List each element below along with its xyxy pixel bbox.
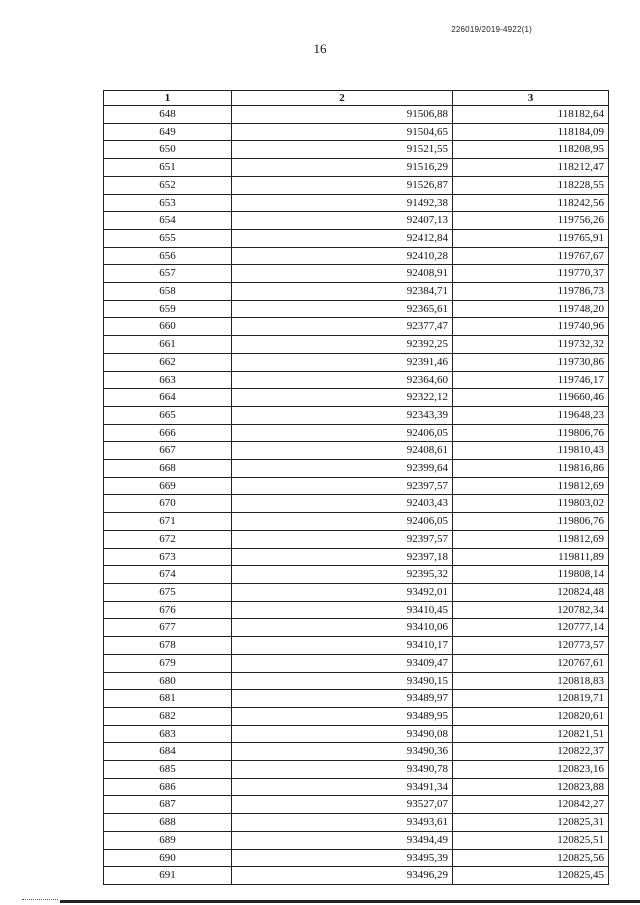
point-number-cell: 675 (104, 583, 232, 601)
point-number-cell: 659 (104, 300, 232, 318)
column-header-3: 3 (453, 91, 609, 106)
y-coordinate-cell: 119816,86 (453, 460, 609, 478)
y-coordinate-cell: 120842,27 (453, 796, 609, 814)
table-row (104, 265, 609, 283)
table-row (104, 229, 609, 247)
table-row (104, 583, 609, 601)
table-row (104, 566, 609, 584)
y-coordinate-cell: 120773,57 (453, 637, 609, 655)
x-coordinate-cell: 91526,87 (232, 176, 453, 194)
table-row (104, 371, 609, 389)
y-coordinate-cell: 120819,71 (453, 690, 609, 708)
x-coordinate-cell: 92377,47 (232, 318, 453, 336)
x-coordinate-cell: 93409,47 (232, 654, 453, 672)
table-row (104, 778, 609, 796)
y-coordinate-cell: 119806,76 (453, 424, 609, 442)
x-coordinate-cell: 92399,64 (232, 460, 453, 478)
point-number-cell: 670 (104, 495, 232, 513)
point-number-cell: 687 (104, 796, 232, 814)
x-coordinate-cell: 92364,60 (232, 371, 453, 389)
y-coordinate-cell: 119746,17 (453, 371, 609, 389)
table-row (104, 247, 609, 265)
document-id: 226019/2019-4922(1) (451, 25, 532, 34)
table-row (104, 548, 609, 566)
x-coordinate-cell: 92397,57 (232, 530, 453, 548)
y-coordinate-cell: 120818,83 (453, 672, 609, 690)
table-row (104, 389, 609, 407)
table-row (104, 495, 609, 513)
table-row (104, 477, 609, 495)
point-number-cell: 658 (104, 283, 232, 301)
point-number-cell: 683 (104, 725, 232, 743)
y-coordinate-cell: 119806,76 (453, 513, 609, 531)
point-number-cell: 684 (104, 743, 232, 761)
y-coordinate-cell: 119810,43 (453, 442, 609, 460)
table-row (104, 672, 609, 690)
point-number-cell: 667 (104, 442, 232, 460)
table-row (104, 761, 609, 779)
table-row (104, 707, 609, 725)
table-row (104, 300, 609, 318)
point-number-cell: 672 (104, 530, 232, 548)
point-number-cell: 668 (104, 460, 232, 478)
y-coordinate-cell: 120823,16 (453, 761, 609, 779)
x-coordinate-cell: 93492,01 (232, 583, 453, 601)
x-coordinate-cell: 93496,29 (232, 867, 453, 885)
y-coordinate-cell: 119812,69 (453, 530, 609, 548)
x-coordinate-cell: 92412,84 (232, 229, 453, 247)
table-row (104, 654, 609, 672)
x-coordinate-cell: 93491,34 (232, 778, 453, 796)
table-row (104, 460, 609, 478)
x-coordinate-cell: 93527,07 (232, 796, 453, 814)
point-number-cell: 685 (104, 761, 232, 779)
x-coordinate-cell: 91521,55 (232, 141, 453, 159)
table-row (104, 619, 609, 637)
table-row (104, 406, 609, 424)
y-coordinate-cell: 120825,56 (453, 849, 609, 867)
point-number-cell: 674 (104, 566, 232, 584)
point-number-cell: 651 (104, 159, 232, 177)
y-coordinate-cell: 120782,34 (453, 601, 609, 619)
x-coordinate-cell: 92410,28 (232, 247, 453, 265)
y-coordinate-cell: 119730,86 (453, 353, 609, 371)
table-row (104, 141, 609, 159)
x-coordinate-cell: 93490,36 (232, 743, 453, 761)
point-number-cell: 654 (104, 212, 232, 230)
y-coordinate-cell: 120777,14 (453, 619, 609, 637)
x-coordinate-cell: 92384,71 (232, 283, 453, 301)
point-number-cell: 666 (104, 424, 232, 442)
y-coordinate-cell: 119740,96 (453, 318, 609, 336)
table-row (104, 725, 609, 743)
y-coordinate-cell: 120822,37 (453, 743, 609, 761)
table-row (104, 353, 609, 371)
y-coordinate-cell: 120824,48 (453, 583, 609, 601)
y-coordinate-cell: 118228,55 (453, 176, 609, 194)
y-coordinate-cell: 119748,20 (453, 300, 609, 318)
table-row (104, 442, 609, 460)
x-coordinate-cell: 93489,97 (232, 690, 453, 708)
table-row (104, 336, 609, 354)
coordinates-table (103, 90, 609, 885)
point-number-cell: 650 (104, 141, 232, 159)
point-number-cell: 652 (104, 176, 232, 194)
point-number-cell: 671 (104, 513, 232, 531)
x-coordinate-cell: 92397,57 (232, 477, 453, 495)
table-row (104, 123, 609, 141)
table-row (104, 513, 609, 531)
y-coordinate-cell: 120825,45 (453, 867, 609, 885)
x-coordinate-cell: 93495,39 (232, 849, 453, 867)
x-coordinate-cell: 92343,39 (232, 406, 453, 424)
x-coordinate-cell: 92395,32 (232, 566, 453, 584)
table-row (104, 212, 609, 230)
table-row (104, 283, 609, 301)
y-coordinate-cell: 118208,95 (453, 141, 609, 159)
table-row (104, 690, 609, 708)
table-row (104, 796, 609, 814)
point-number-cell: 673 (104, 548, 232, 566)
x-coordinate-cell: 92322,12 (232, 389, 453, 407)
column-header-1: 1 (104, 91, 232, 106)
x-coordinate-cell: 92365,61 (232, 300, 453, 318)
x-coordinate-cell: 93490,15 (232, 672, 453, 690)
point-number-cell: 649 (104, 123, 232, 141)
x-coordinate-cell: 92403,43 (232, 495, 453, 513)
point-number-cell: 679 (104, 654, 232, 672)
point-number-cell: 691 (104, 867, 232, 885)
point-number-cell: 661 (104, 336, 232, 354)
x-coordinate-cell: 92406,05 (232, 513, 453, 531)
x-coordinate-cell: 92408,61 (232, 442, 453, 460)
table-row (104, 743, 609, 761)
point-number-cell: 660 (104, 318, 232, 336)
x-coordinate-cell: 93493,61 (232, 814, 453, 832)
y-coordinate-cell: 119811,89 (453, 548, 609, 566)
y-coordinate-cell: 119770,37 (453, 265, 609, 283)
table-row (104, 159, 609, 177)
table-row (104, 601, 609, 619)
point-number-cell: 680 (104, 672, 232, 690)
y-coordinate-cell: 119765,91 (453, 229, 609, 247)
y-coordinate-cell: 119767,67 (453, 247, 609, 265)
table-row (104, 867, 609, 885)
x-coordinate-cell: 93410,06 (232, 619, 453, 637)
table-row (104, 318, 609, 336)
table-row (104, 176, 609, 194)
x-coordinate-cell: 92407,13 (232, 212, 453, 230)
page-number: 16 (313, 41, 327, 56)
point-number-cell: 682 (104, 707, 232, 725)
table-row (104, 194, 609, 212)
y-coordinate-cell: 120823,88 (453, 778, 609, 796)
x-coordinate-cell: 93410,45 (232, 601, 453, 619)
point-number-cell: 686 (104, 778, 232, 796)
x-coordinate-cell: 93489,95 (232, 707, 453, 725)
x-coordinate-cell: 91516,29 (232, 159, 453, 177)
point-number-cell: 656 (104, 247, 232, 265)
y-coordinate-cell: 119756,26 (453, 212, 609, 230)
x-coordinate-cell: 93494,49 (232, 831, 453, 849)
point-number-cell: 676 (104, 601, 232, 619)
x-coordinate-cell: 92406,05 (232, 424, 453, 442)
point-number-cell: 678 (104, 637, 232, 655)
x-coordinate-cell: 93410,17 (232, 637, 453, 655)
table-row (104, 849, 609, 867)
y-coordinate-cell: 120821,51 (453, 725, 609, 743)
point-number-cell: 677 (104, 619, 232, 637)
y-coordinate-cell: 118242,56 (453, 194, 609, 212)
y-coordinate-cell: 119812,69 (453, 477, 609, 495)
y-coordinate-cell: 119660,46 (453, 389, 609, 407)
y-coordinate-cell: 119808,14 (453, 566, 609, 584)
point-number-cell: 669 (104, 477, 232, 495)
x-coordinate-cell: 93490,08 (232, 725, 453, 743)
x-coordinate-cell: 91506,88 (232, 106, 453, 124)
y-coordinate-cell: 119648,23 (453, 406, 609, 424)
y-coordinate-cell: 119786,73 (453, 283, 609, 301)
y-coordinate-cell: 118184,09 (453, 123, 609, 141)
table-row (104, 530, 609, 548)
point-number-cell: 663 (104, 371, 232, 389)
point-number-cell: 655 (104, 229, 232, 247)
scan-artifact-dots (22, 899, 58, 901)
y-coordinate-cell: 120767,61 (453, 654, 609, 672)
y-coordinate-cell: 118182,64 (453, 106, 609, 124)
point-number-cell: 681 (104, 690, 232, 708)
table-row (104, 814, 609, 832)
point-number-cell: 665 (104, 406, 232, 424)
table-row (104, 637, 609, 655)
x-coordinate-cell: 91504,65 (232, 123, 453, 141)
x-coordinate-cell: 92397,18 (232, 548, 453, 566)
column-header-2: 2 (232, 91, 453, 106)
table-row (104, 106, 609, 124)
point-number-cell: 664 (104, 389, 232, 407)
table-row (104, 424, 609, 442)
point-number-cell: 690 (104, 849, 232, 867)
y-coordinate-cell: 119803,02 (453, 495, 609, 513)
x-coordinate-cell: 93490,78 (232, 761, 453, 779)
x-coordinate-cell: 92391,46 (232, 353, 453, 371)
table-header-row (104, 91, 609, 106)
table-row (104, 831, 609, 849)
point-number-cell: 689 (104, 831, 232, 849)
point-number-cell: 662 (104, 353, 232, 371)
point-number-cell: 688 (104, 814, 232, 832)
y-coordinate-cell: 119732,32 (453, 336, 609, 354)
point-number-cell: 657 (104, 265, 232, 283)
x-coordinate-cell: 92408,91 (232, 265, 453, 283)
x-coordinate-cell: 92392,25 (232, 336, 453, 354)
point-number-cell: 653 (104, 194, 232, 212)
x-coordinate-cell: 91492,38 (232, 194, 453, 212)
point-number-cell: 648 (104, 106, 232, 124)
y-coordinate-cell: 120825,51 (453, 831, 609, 849)
scan-artifact-line (60, 900, 640, 903)
y-coordinate-cell: 120820,61 (453, 707, 609, 725)
y-coordinate-cell: 120825,31 (453, 814, 609, 832)
y-coordinate-cell: 118212,47 (453, 159, 609, 177)
